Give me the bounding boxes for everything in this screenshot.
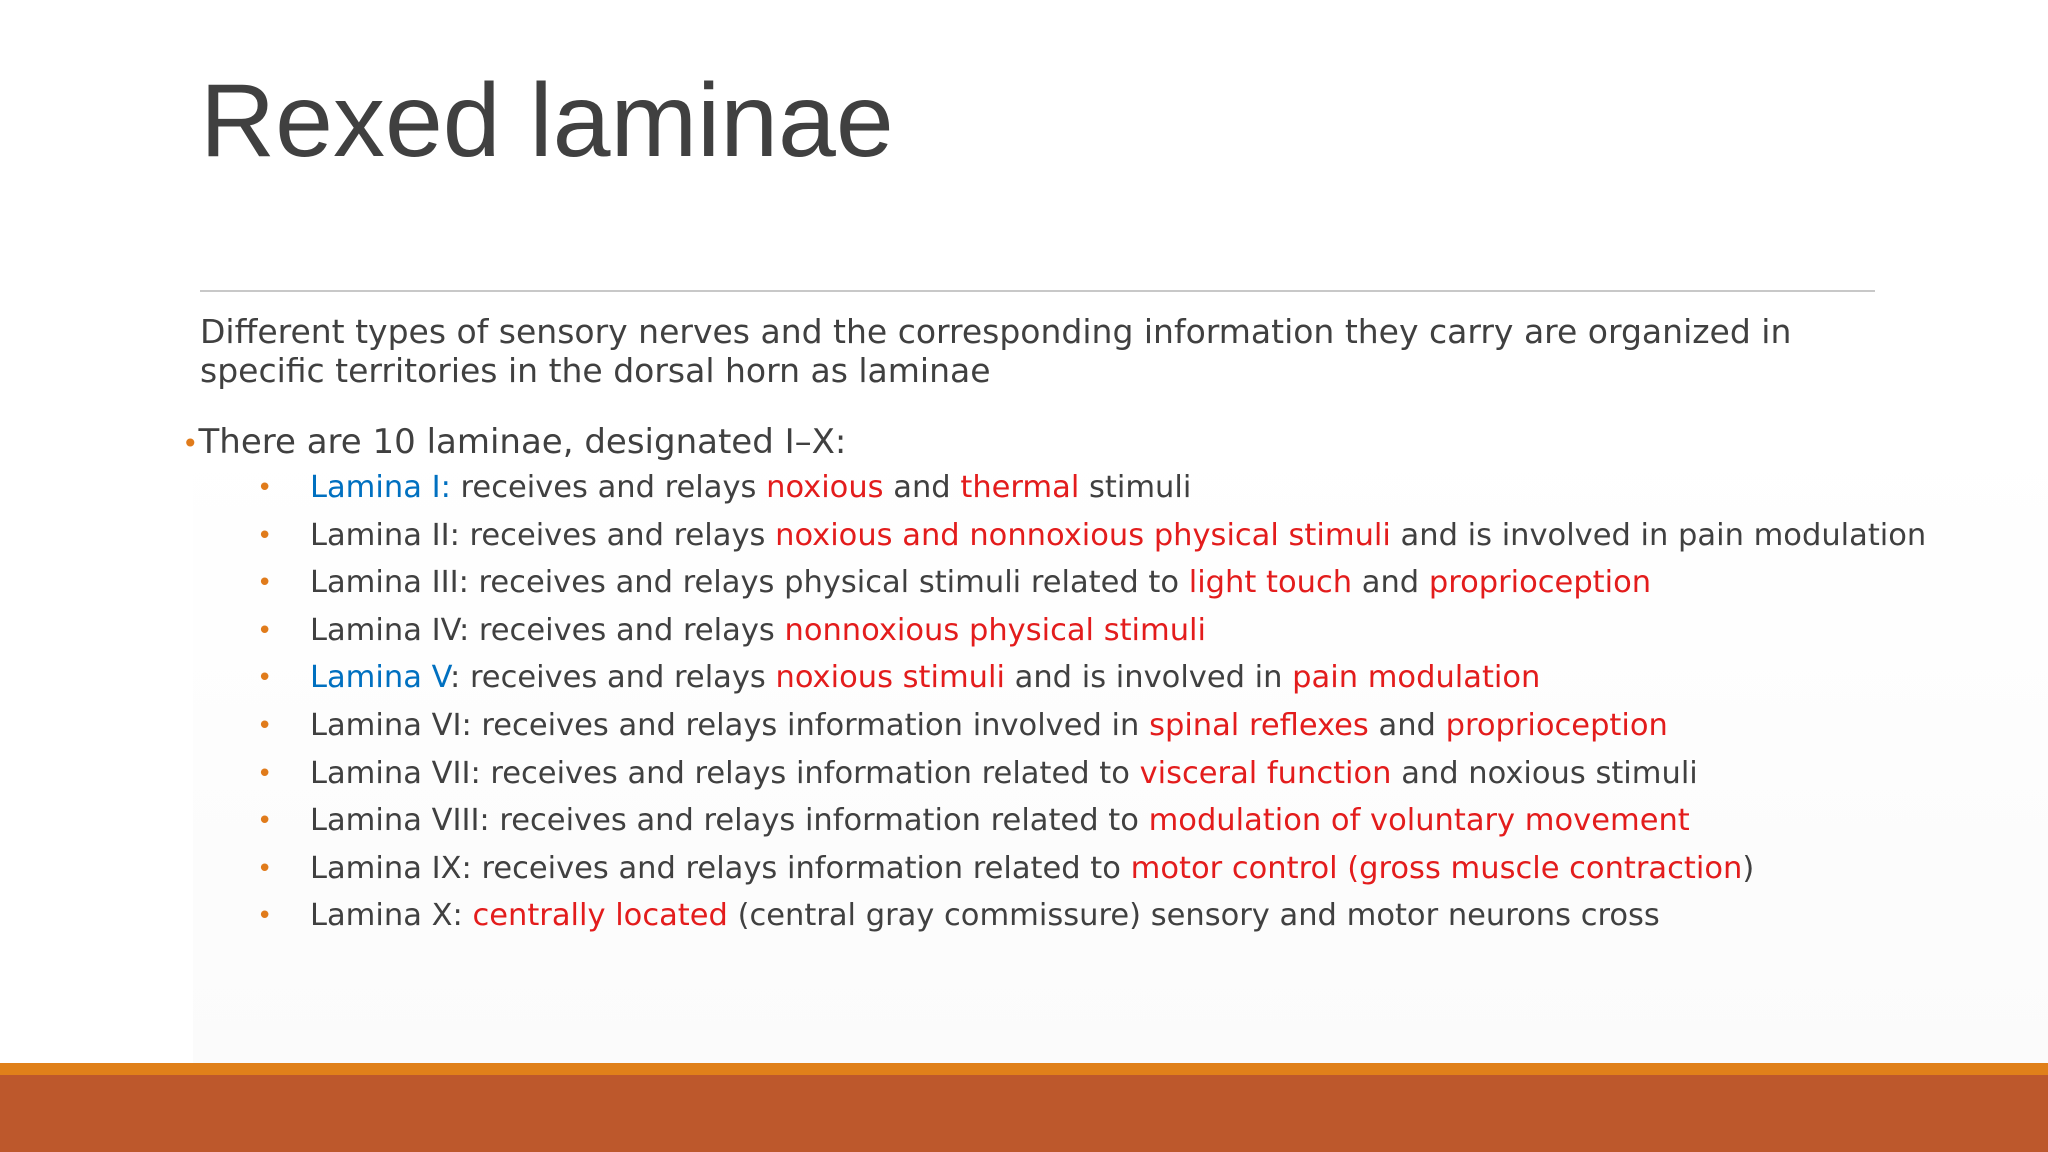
lamina-text: and is involved in pain modulation bbox=[1390, 517, 1927, 553]
lamina-highlight: spinal reflexes bbox=[1149, 707, 1369, 743]
lamina-text: Lamina VII: receives and relays information related to bbox=[310, 755, 1140, 791]
lamina-highlight: Lamina I: bbox=[310, 470, 451, 505]
lamina-text: Lamina IV: receives and relays bbox=[310, 612, 785, 648]
intro-paragraph: Different types of sensory nerves and the corresponding information they carry are organized in specific territories in the dorsal horn as laminae bbox=[200, 312, 1792, 390]
lamina-item bbox=[250, 514, 2040, 562]
lamina-highlight: motor control (gross muscle contraction bbox=[1130, 850, 1743, 886]
slide-title: Rexed laminae bbox=[200, 63, 894, 179]
lamina-text: Lamina III: receives and relays physical stimuli related to bbox=[310, 565, 1189, 601]
lamina-text: and bbox=[1368, 707, 1446, 743]
lamina-item bbox=[250, 704, 2040, 752]
lamina-text: receives and relays bbox=[450, 470, 767, 505]
lamina-text: Lamina VIII: receives and relays information related to bbox=[310, 803, 1149, 839]
bullet-icon: • bbox=[257, 758, 273, 789]
lamina-highlight: pain modulation bbox=[1292, 660, 1541, 696]
lead-bullet-line bbox=[182, 420, 846, 466]
lamina-highlight: nonnoxious physical stimuli bbox=[784, 612, 1207, 648]
lamina-highlight: proprioception bbox=[1428, 565, 1652, 601]
lamina-text: and is involved in bbox=[1004, 660, 1293, 696]
bullet-icon: • bbox=[257, 615, 273, 646]
lamina-highlight: proprioception bbox=[1445, 707, 1668, 743]
lamina-text: (central gray commissure) sensory and motor neurons cross bbox=[727, 898, 1660, 934]
footer-bar bbox=[0, 1075, 2048, 1152]
bullet-icon: • bbox=[257, 663, 273, 694]
bullet-icon: • bbox=[257, 473, 273, 503]
title-divider bbox=[200, 290, 1875, 292]
lamina-item bbox=[250, 752, 2040, 800]
lamina-item bbox=[250, 894, 2040, 942]
lamina-highlight: centrally located bbox=[472, 898, 728, 934]
footer-accent-stripe bbox=[0, 1063, 2048, 1075]
lamina-item bbox=[250, 466, 2040, 514]
lamina-highlight: Lamina V bbox=[310, 660, 450, 696]
lamina-highlight: noxious and nonnoxious physical stimuli bbox=[775, 517, 1391, 553]
lamina-item bbox=[250, 561, 2040, 609]
lamina-text: ) bbox=[1742, 850, 1755, 886]
lamina-text: and bbox=[883, 470, 961, 505]
lamina-highlight: noxious stimuli bbox=[775, 660, 1005, 696]
lamina-text: Lamina II: receives and relays bbox=[310, 517, 776, 553]
lamina-text: and bbox=[1352, 565, 1429, 601]
lamina-item bbox=[250, 656, 2040, 704]
lamina-text: stimuli bbox=[1079, 470, 1192, 505]
lamina-highlight: light touch bbox=[1188, 565, 1353, 601]
lamina-item bbox=[250, 609, 2040, 657]
lamina-list bbox=[250, 466, 2040, 942]
bullet-icon: • bbox=[257, 806, 273, 837]
bullet-icon: • bbox=[257, 568, 273, 599]
bullet-icon: • bbox=[257, 520, 273, 551]
lamina-text: and noxious stimuli bbox=[1391, 755, 1698, 791]
bullet-icon: • bbox=[257, 710, 273, 741]
lead-bullet-icon: • bbox=[182, 427, 199, 460]
lamina-item bbox=[250, 847, 2040, 895]
lamina-item bbox=[250, 799, 2040, 847]
bullet-icon: • bbox=[257, 901, 273, 932]
lamina-text: : receives and relays bbox=[449, 660, 776, 696]
lamina-text: Lamina X: bbox=[310, 898, 473, 934]
lamina-highlight: modulation of voluntary movement bbox=[1148, 803, 1690, 839]
lamina-highlight: noxious bbox=[766, 470, 884, 505]
lamina-highlight: visceral function bbox=[1139, 755, 1392, 791]
lamina-text: Lamina IX: receives and relays information related to bbox=[310, 850, 1131, 886]
lamina-highlight: thermal bbox=[960, 470, 1080, 505]
lamina-text: Lamina VI: receives and relays information involved in bbox=[310, 707, 1150, 743]
bullet-icon: • bbox=[257, 853, 273, 884]
lead-text: There are 10 laminae, designated I–X: bbox=[198, 422, 847, 462]
